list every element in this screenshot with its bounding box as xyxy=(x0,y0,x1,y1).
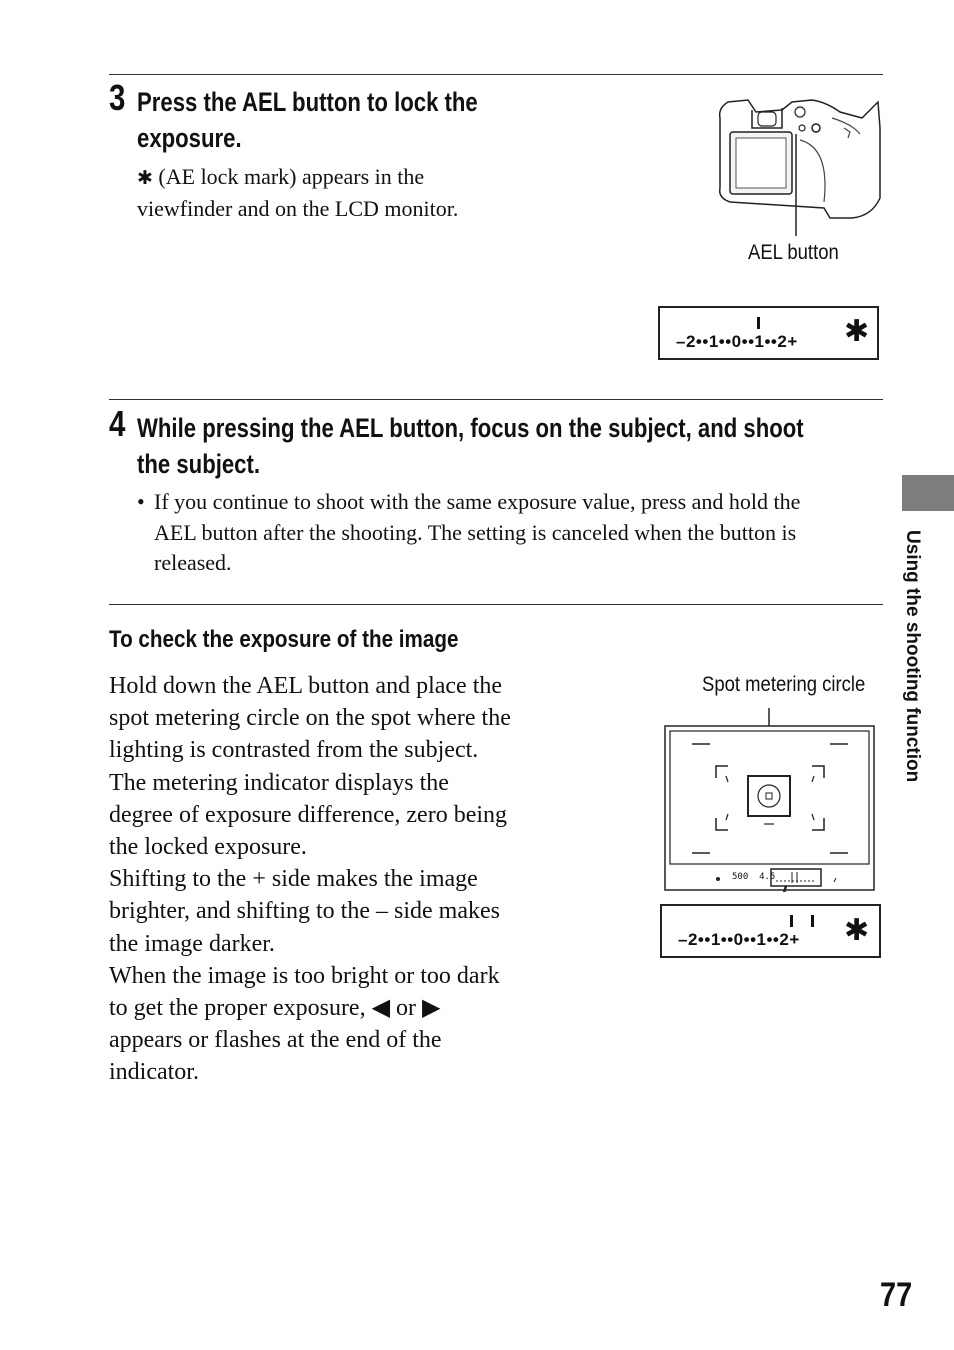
check-line: the locked exposure. xyxy=(109,834,307,861)
step4-bullet-line3: released. xyxy=(154,550,232,575)
chapter-side-label: Using the shooting function xyxy=(902,530,923,783)
check-line: Hold down the AEL button and place the xyxy=(109,673,503,699)
check-line: When the image is too bright or too dark xyxy=(109,962,500,989)
step4-rule xyxy=(109,399,883,400)
step3-body-line2: viewfinder and on the LCD monitor. xyxy=(137,195,459,221)
check-paragraph xyxy=(109,670,549,1089)
page-number: 77 xyxy=(880,1276,913,1314)
spot-metering-caption: Spot metering circle xyxy=(702,673,866,696)
indicator-locked-tick xyxy=(790,915,793,927)
check-line: indicator. xyxy=(109,1059,199,1086)
step4-number: 4 xyxy=(109,403,126,444)
ael-button-caption: AEL button xyxy=(748,241,839,264)
camera-illustration xyxy=(712,98,884,238)
step3-title-line1: Press the AEL button to lock the xyxy=(137,87,478,117)
indicator-scale: –2••1••0••1••2+ xyxy=(676,332,798,351)
camera-back-icon xyxy=(712,98,884,238)
check-line: The metering indicator displays the xyxy=(109,769,449,796)
section-rule xyxy=(109,604,883,605)
check-metering-indicator xyxy=(660,904,881,958)
check-line: brighter, and shifting to the – side makes xyxy=(109,898,500,925)
check-line: spot metering circle on the spot where the xyxy=(109,705,511,732)
bullet-dot: • xyxy=(137,489,145,514)
indicator-scale: –2••1••0••1••2+ xyxy=(678,930,800,949)
step4-bullet-line1: If you continue to shoot with the same exposure value, press and hold the xyxy=(154,489,801,514)
check-heading: To check the exposure of the image xyxy=(109,626,459,653)
step4-title-line1: While pressing the AEL button, focus on the subject, and shoot xyxy=(137,413,804,443)
chapter-tab-marker xyxy=(902,475,954,511)
indicator-zero-tick xyxy=(757,317,760,329)
viewfinder-readout: 500 4.5 xyxy=(732,872,776,882)
step3-body xyxy=(137,162,567,224)
ae-lock-mark-icon: ✱ xyxy=(137,167,153,189)
ae-lock-star-icon: ✱ xyxy=(844,913,870,948)
step3-title-line2: exposure. xyxy=(137,123,242,153)
viewfinder-frame-icon xyxy=(664,706,876,892)
indicator-current-tick xyxy=(811,915,814,927)
check-line: to get the proper exposure, ◀ or ▶ xyxy=(109,995,441,1022)
check-line: lighting is contrasted from the subject. xyxy=(109,737,479,764)
step3-rule xyxy=(109,74,883,75)
step3-number: 3 xyxy=(109,77,126,118)
step4-title-line2: the subject. xyxy=(137,449,261,479)
check-line: degree of exposure difference, zero being xyxy=(109,801,508,828)
step4-bullet-line2: AEL button after the shooting. The setting is canceled when the button is xyxy=(154,519,797,545)
check-line: Shifting to the + side makes the image xyxy=(109,866,478,893)
check-line: appears or flashes at the end of the xyxy=(109,1027,442,1054)
viewfinder-diagram xyxy=(664,706,876,892)
step4-bullet xyxy=(137,487,877,579)
step3-metering-indicator xyxy=(658,306,879,360)
ae-lock-star-icon: ✱ xyxy=(844,314,870,349)
step3-body-line1: (AE lock mark) appears in the xyxy=(158,164,425,189)
check-line: the image darker. xyxy=(109,930,275,957)
